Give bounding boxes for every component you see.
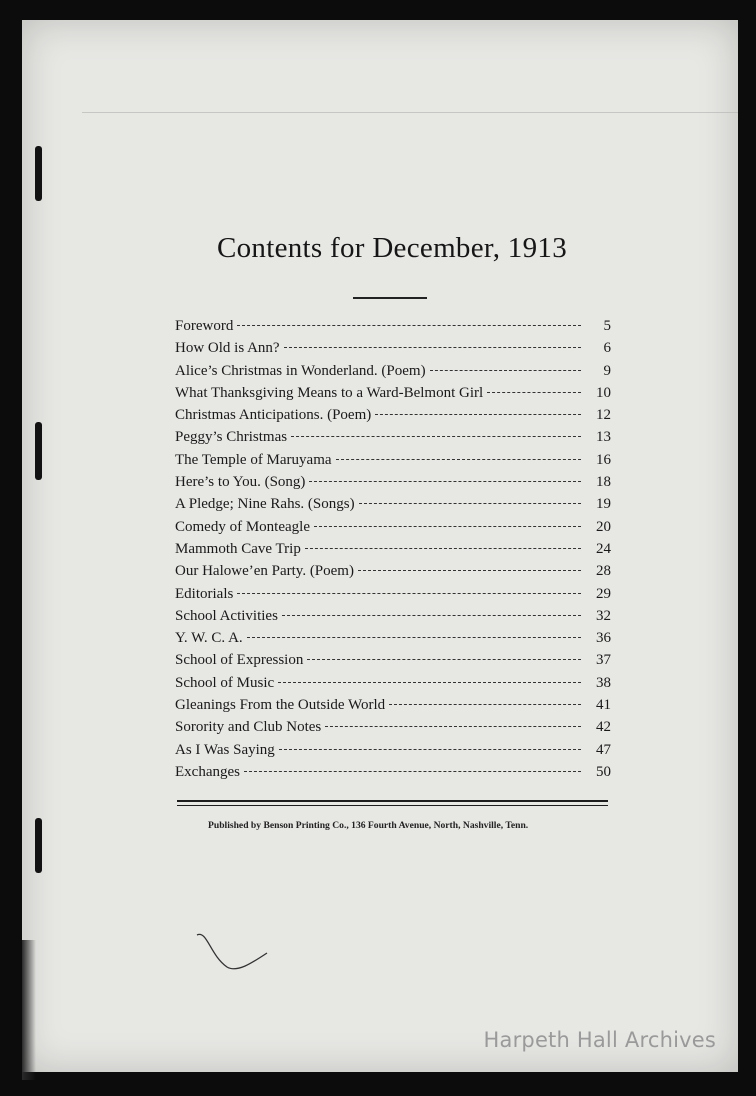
- toc-entry-page: 28: [596, 563, 611, 580]
- toc-leader-dashes: [430, 370, 581, 371]
- toc-entry-title: What Thanksgiving Means to a Ward-Belmont Girl: [175, 384, 484, 401]
- toc-leader-dashes: [244, 771, 581, 772]
- toc-leader-dashes: [291, 436, 581, 437]
- page-edge-shadow: [22, 940, 36, 1080]
- toc-entry-title: Editorials: [175, 585, 234, 602]
- toc-entry-title: Exchanges: [175, 763, 240, 780]
- toc-entry-page: 42: [596, 719, 611, 736]
- toc-entry-page: 20: [596, 518, 611, 535]
- toc-entry-title: Alice’s Christmas in Wonderland. (Poem): [175, 362, 426, 379]
- toc-leader-dashes: [487, 392, 581, 393]
- toc-entry: [175, 764, 611, 786]
- toc-entry-title: The Temple of Maruyama: [175, 451, 332, 468]
- archive-watermark: Harpeth Hall Archives: [483, 1028, 716, 1052]
- toc-entry: [175, 385, 611, 407]
- toc-leader-dashes: [389, 704, 581, 705]
- toc-entry-title: Gleanings From the Outside World: [175, 697, 386, 714]
- scan-artifact-line: [82, 112, 738, 113]
- binding-hole-bottom: [35, 818, 42, 873]
- toc-entry-title: School Activities: [175, 607, 278, 624]
- toc-entry-title: How Old is Ann?: [175, 340, 280, 357]
- toc-leader-dashes: [305, 548, 581, 549]
- table-of-contents: [175, 318, 611, 786]
- toc-entry: [175, 697, 611, 719]
- toc-leader-dashes: [325, 726, 581, 727]
- toc-leader-dashes: [358, 570, 581, 571]
- toc-entry: [175, 452, 611, 474]
- toc-leader-dashes: [278, 682, 581, 683]
- toc-leader-dashes: [307, 659, 581, 660]
- toc-entry: [175, 496, 611, 518]
- toc-entry-page: 47: [596, 741, 611, 758]
- toc-entry-page: 18: [596, 474, 611, 491]
- toc-leader-dashes: [282, 615, 581, 616]
- toc-entry-title: Our Halowe’en Party. (Poem): [175, 563, 354, 580]
- toc-entry-title: Y. W. C. A.: [175, 630, 243, 647]
- binding-hole-top: [35, 146, 42, 201]
- toc-entry: [175, 719, 611, 741]
- toc-entry: [175, 675, 611, 697]
- toc-leader-dashes: [237, 593, 581, 594]
- pencil-scribble: [192, 925, 282, 985]
- toc-entry-page: 29: [596, 585, 611, 602]
- toc-entry: [175, 340, 611, 362]
- toc-entry-title: Christmas Anticipations. (Poem): [175, 407, 372, 424]
- page-title: Contents for December, 1913: [216, 232, 567, 264]
- toc-entry: [175, 742, 611, 764]
- toc-leader-dashes: [309, 481, 581, 482]
- toc-leader-dashes: [359, 503, 581, 504]
- toc-entry-page: 10: [596, 384, 611, 401]
- toc-entry: [175, 407, 611, 429]
- toc-entry: [175, 519, 611, 541]
- toc-entry-title: Here’s to You. (Song): [175, 474, 306, 491]
- toc-entry-page: 50: [596, 763, 611, 780]
- toc-entry-page: 19: [596, 496, 611, 513]
- toc-entry: [175, 318, 611, 340]
- toc-leader-dashes: [237, 325, 581, 326]
- toc-entry-title: School of Expression: [175, 652, 304, 669]
- toc-entry-title: As I Was Saying: [175, 741, 275, 758]
- toc-entry: [175, 474, 611, 496]
- footer-rule-thick: [177, 800, 608, 802]
- toc-leader-dashes: [284, 347, 581, 348]
- toc-entry-title: Sorority and Club Notes: [175, 719, 322, 736]
- toc-leader-dashes: [314, 526, 581, 527]
- toc-entry-title: Peggy’s Christmas: [175, 429, 288, 446]
- toc-leader-dashes: [279, 749, 581, 750]
- toc-entry-title: Comedy of Monteagle: [175, 518, 310, 535]
- toc-entry-page: 24: [596, 540, 611, 557]
- toc-entry-page: 38: [596, 674, 611, 691]
- toc-entry: [175, 541, 611, 563]
- toc-entry-title: School of Music: [175, 674, 275, 691]
- toc-entry: [175, 586, 611, 608]
- toc-entry: [175, 608, 611, 630]
- toc-entry-page: 6: [603, 340, 611, 357]
- toc-entry-page: 32: [596, 607, 611, 624]
- toc-entry-page: 5: [603, 318, 611, 334]
- title-divider: [353, 297, 427, 299]
- toc-leader-dashes: [247, 637, 581, 638]
- toc-entry-title: A Pledge; Nine Rahs. (Songs): [175, 496, 355, 513]
- toc-leader-dashes: [336, 459, 581, 460]
- toc-entry: [175, 630, 611, 652]
- toc-entry-page: 13: [596, 429, 611, 446]
- binding-hole-middle: [35, 422, 42, 480]
- toc-entry-title: Mammoth Cave Trip: [175, 540, 301, 557]
- toc-entry: [175, 363, 611, 385]
- footer-rule-thin: [177, 805, 608, 806]
- printer-imprint: Published by Benson Printing Co., 136 Fourth Avenue, North, Nashville, Tenn.: [208, 820, 529, 831]
- toc-entry: [175, 652, 611, 674]
- toc-entry-page: 36: [596, 630, 611, 647]
- toc-leader-dashes: [375, 414, 581, 415]
- toc-entry-page: 41: [596, 697, 611, 714]
- toc-entry-title: Foreword: [175, 318, 234, 334]
- toc-entry-page: 16: [596, 451, 611, 468]
- toc-entry-page: 12: [596, 407, 611, 424]
- toc-entry-page: 37: [596, 652, 611, 669]
- toc-entry-page: 9: [603, 362, 611, 379]
- toc-entry: [175, 563, 611, 585]
- toc-entry: [175, 429, 611, 451]
